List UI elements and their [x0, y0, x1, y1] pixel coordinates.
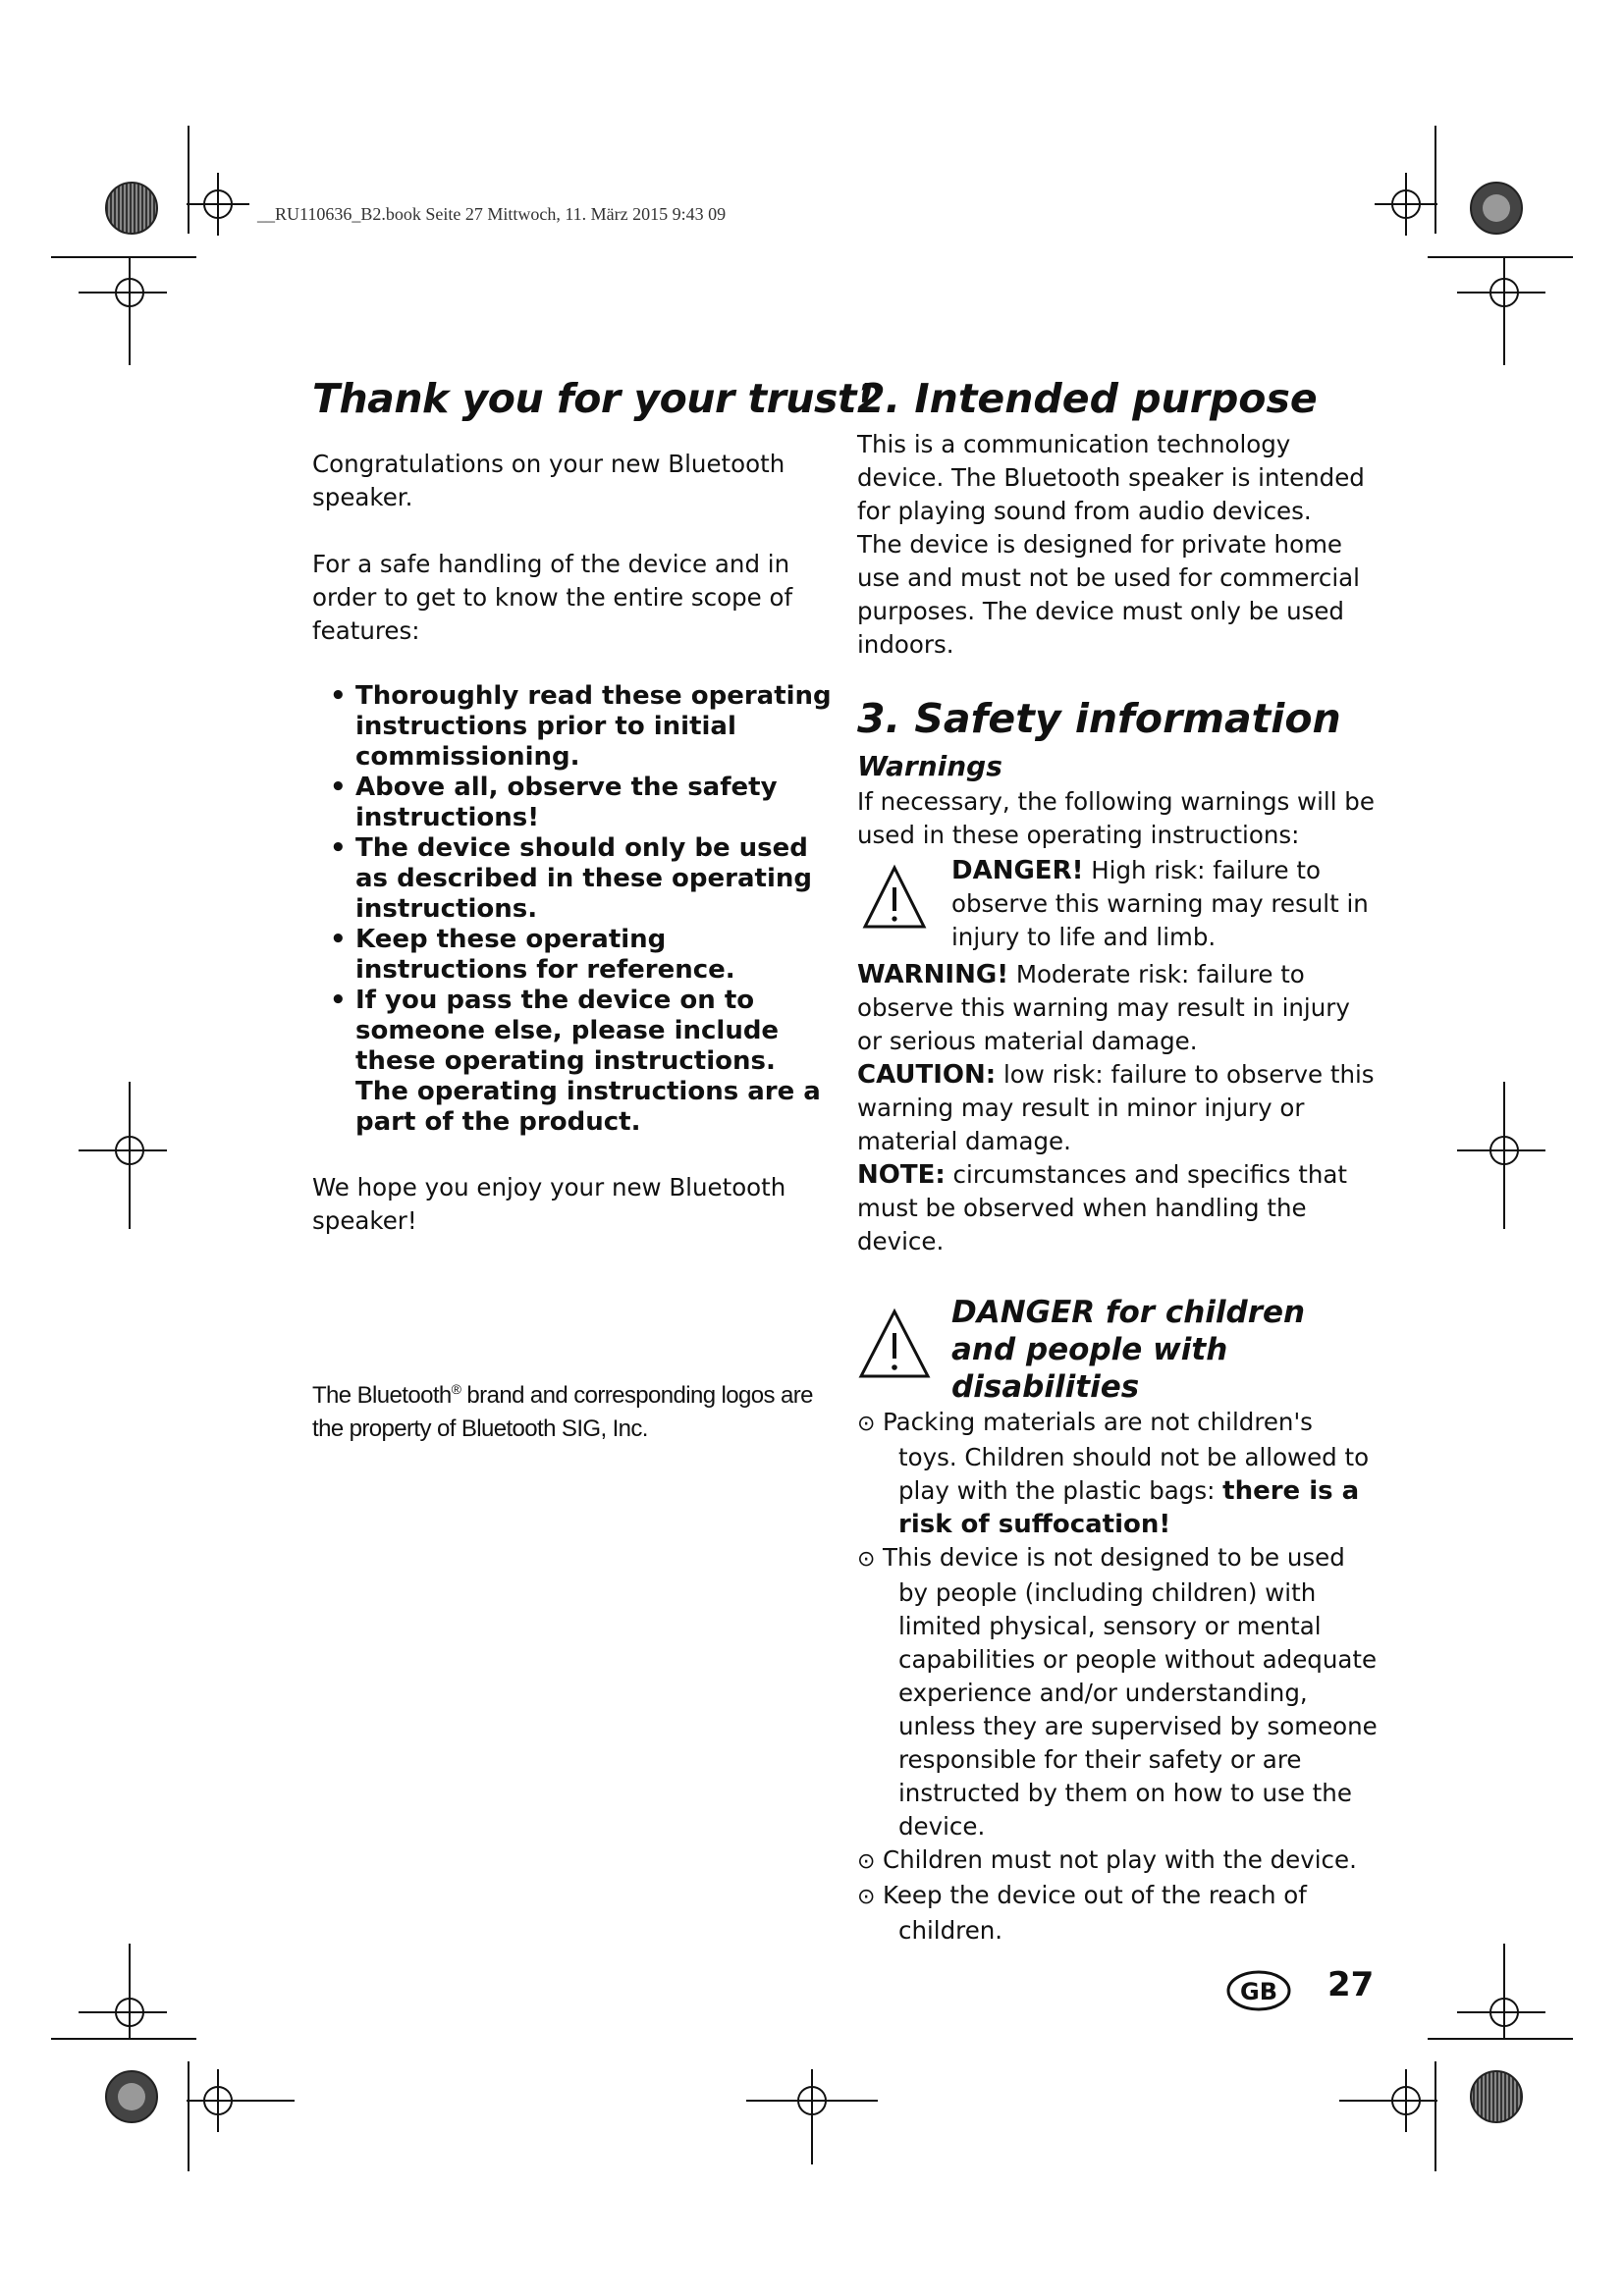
list-item: • If you pass the device on to someone else, please include these operating instructions. The operating instructions are a part of the product. — [330, 986, 821, 1137]
bullet-circle-icon: ⊙ — [857, 1547, 876, 1572]
warning-definition: WARNING! Moderate risk: failure to observe this warning may result in injury or serious material damage. — [857, 960, 1350, 1055]
list-item: • Thoroughly read these operating instructions prior to initial commissioning. — [330, 681, 832, 772]
children-danger-header — [857, 1294, 1378, 1406]
intended-purpose-text-1: This is a communication technology device. The Bluetooth speaker is intended for playing sound from audio devices. — [857, 430, 1365, 525]
caution-definition: CAUTION: low risk: failure to observe this warning may result in minor injury or material damage. — [857, 1060, 1375, 1155]
list-item: ⊙ Packing materials are not children's toys. Children should not be allowed to play with the plastic bags: there is a risk of suffocation! — [857, 1408, 1370, 1539]
bullet-circle-icon: ⊙ — [857, 1412, 876, 1436]
left-column — [312, 375, 875, 1238]
note-definition: NOTE: circumstances and specifics that must be observed when handling the device. — [857, 1160, 1347, 1255]
intro-paragraph-1: Congratulations on your new Bluetooth speaker. — [312, 450, 785, 511]
children-danger-title: DANGER for children and people with disabilities — [951, 1295, 1306, 1405]
intended-purpose-text-2: The device is designed for private home use and must not be used for commercial purposes. The device must only be used indoors. — [857, 530, 1360, 659]
registration-sunburst — [106, 183, 157, 234]
instruction-list — [312, 681, 833, 1138]
list-item: ⊙ Keep the device out of the reach of children. — [857, 1881, 1307, 1945]
list-item: • Above all, observe the safety instructions! — [330, 773, 778, 832]
svg-text:GB: GB — [1240, 1978, 1277, 2005]
closing-paragraph: We hope you enjoy your new Bluetooth speaker! — [312, 1173, 786, 1235]
page-number: 27 — [1327, 1965, 1375, 2004]
right-column — [857, 375, 1378, 1948]
danger-definition: DANGER! High risk: failure to observe this warning may result in injury to life and limb. — [857, 854, 1378, 954]
list-item: ⊙ This device is not designed to be used by people (including children) with limited physical, sensory or mental capabilities or people without adequate experience and/or understanding, unless they are supervised by someone responsible for their safety or are instructed by them on how to use the device. — [857, 1543, 1378, 1841]
bullet-circle-icon: ⊙ — [857, 1885, 876, 1909]
target-top-left — [187, 173, 249, 236]
list-item: ⊙ Children must not play with the device. — [857, 1843, 1378, 1879]
intro-paragraph-2: For a safe handling of the device and in order to get to know the entire scope of features: — [312, 550, 793, 645]
print-slug: __RU110636_B2.book Seite 27 Mittwoch, 11. März 2015 9:43 09 — [257, 204, 727, 224]
safety-information-heading: 3. Safety information — [857, 695, 1341, 742]
warnings-subheading: Warnings — [857, 750, 1002, 782]
list-item: • Keep these operating instructions for reference. — [330, 925, 735, 985]
warning-triangle-icon — [857, 1294, 951, 1382]
bullet-circle-icon: ⊙ — [857, 1849, 876, 1874]
country-badge — [1226, 1970, 1291, 2011]
warnings-intro: If necessary, the following warnings will be used in these operating instructions: — [857, 787, 1375, 849]
page-title: Thank you for your trust! — [312, 375, 875, 422]
trademark-footnote: The Bluetooth® brand and corresponding logos are the property of Bluetooth SIG, Inc. — [312, 1381, 813, 1442]
warning-triangle-icon — [857, 854, 951, 933]
list-item: • The device should only be used as described in these operating instructions. — [330, 833, 812, 924]
intended-purpose-heading: 2. Intended purpose — [857, 375, 1318, 422]
